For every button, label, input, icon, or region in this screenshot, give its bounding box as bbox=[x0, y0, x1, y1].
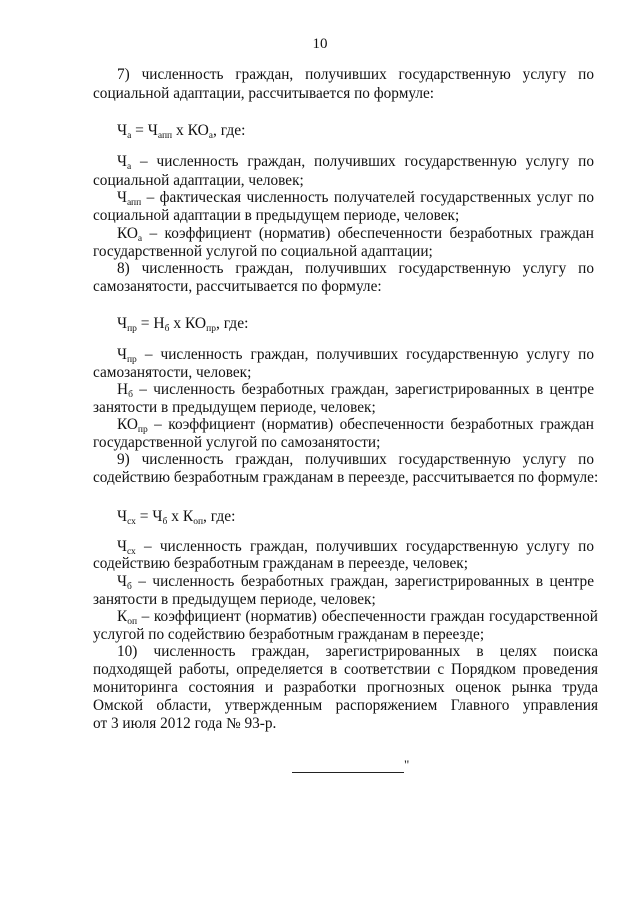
item10-line1: 10) численность граждан, зарегистрированных в целях поиска bbox=[117, 643, 598, 660]
item8-def2-line1: $Н_б$ – численность безработных граждан, зарегистрированных в центре bbox=[117, 381, 594, 400]
item7-def1-line1: $Ч_а$ – численность граждан, получивших государственную услугу по bbox=[117, 153, 594, 172]
item9-def2-line1: $Ч_б$ – численность безработных граждан, зарегистрированных в центре bbox=[117, 573, 594, 592]
item10-line4: Омской области, утвержденным распоряжением Главного управления bbox=[93, 697, 598, 714]
item8-formula: $Ч_{пр} = Н_б$ х $КО_{пр}$, где: bbox=[117, 315, 249, 334]
item9-intro-line2: содействию безработным гражданам в переезде, рассчитывается по формуле: bbox=[93, 469, 599, 486]
item8-def2-line2: занятости в предыдущем периоде, человек; bbox=[93, 399, 376, 416]
item9-intro-line1: 9) численность граждан, получивших государственную услугу по bbox=[117, 451, 594, 468]
item7-def3-line1: $КО_а$ – коэффициент (норматив) обеспеченности безработных граждан bbox=[117, 225, 594, 244]
item9-def2-line2: занятости в предыдущем периоде, человек; bbox=[93, 591, 376, 608]
item7-formula: $Ч_а = Ч_{апп}$ х $КО_а$, где: bbox=[117, 122, 246, 141]
item7-def1-line2: социальной адаптации, человек; bbox=[93, 172, 304, 189]
item9-def1-line2: содействию безработным гражданам в переезде, человек; bbox=[93, 555, 468, 572]
closing-quote-mark: " bbox=[404, 757, 410, 772]
closing-rule bbox=[292, 772, 404, 773]
item9-def3-line1: $К_{оп}$ – коэффициент (норматив) обеспеченности граждан государственной bbox=[117, 608, 598, 627]
item8-def3-line1: $КО_{пр}$ – коэффициент (норматив) обеспеченности безработных граждан bbox=[117, 416, 594, 435]
item10-line5: от 3 июля 2012 года № 93-р. bbox=[93, 715, 277, 732]
item8-def1-line2: самозанятости, человек; bbox=[93, 364, 252, 381]
item8-def3-line2: государственной услугой по самозанятости; bbox=[93, 434, 381, 451]
item7-def2-line1: $Ч_{апп}$ – фактическая численность получателей государственных услуг по bbox=[117, 189, 594, 208]
item7-def3-line2: государственной услугой по социальной адаптации; bbox=[93, 243, 433, 260]
item8-intro-line1: 8) численность граждан, получивших государственную услугу по bbox=[117, 260, 594, 277]
item7-intro-line2: социальной адаптации, рассчитывается по формуле: bbox=[93, 85, 435, 102]
item9-def1-line1: $Ч_{сх}$ – численность граждан, получивших государственную услугу по bbox=[117, 538, 594, 557]
item9-formula: $Ч_{сх} = Ч_б$ х $К_{оп}$, где: bbox=[117, 508, 236, 527]
item7-def2-line2: социальной адаптации в предыдущем периоде, человек; bbox=[93, 207, 460, 224]
item10-line3: мониторинга состояния и разработки прогнозных оценок рынка труда bbox=[93, 679, 598, 696]
page-number: 10 bbox=[312, 36, 328, 52]
item8-def1-line1: $Ч_{пр}$ – численность граждан, получивших государственную услугу по bbox=[117, 346, 594, 365]
item8-intro-line2: самозанятости, рассчитывается по формуле: bbox=[93, 278, 382, 295]
item9-def3-line2: услугой по содействию безработным гражданам в переезде; bbox=[93, 626, 485, 643]
item10-line2: подходящей работы, определяется в соответствии с Порядком проведения bbox=[93, 661, 598, 678]
item7-intro-line1: 7) численность граждан, получивших государственную услугу по bbox=[117, 66, 594, 83]
